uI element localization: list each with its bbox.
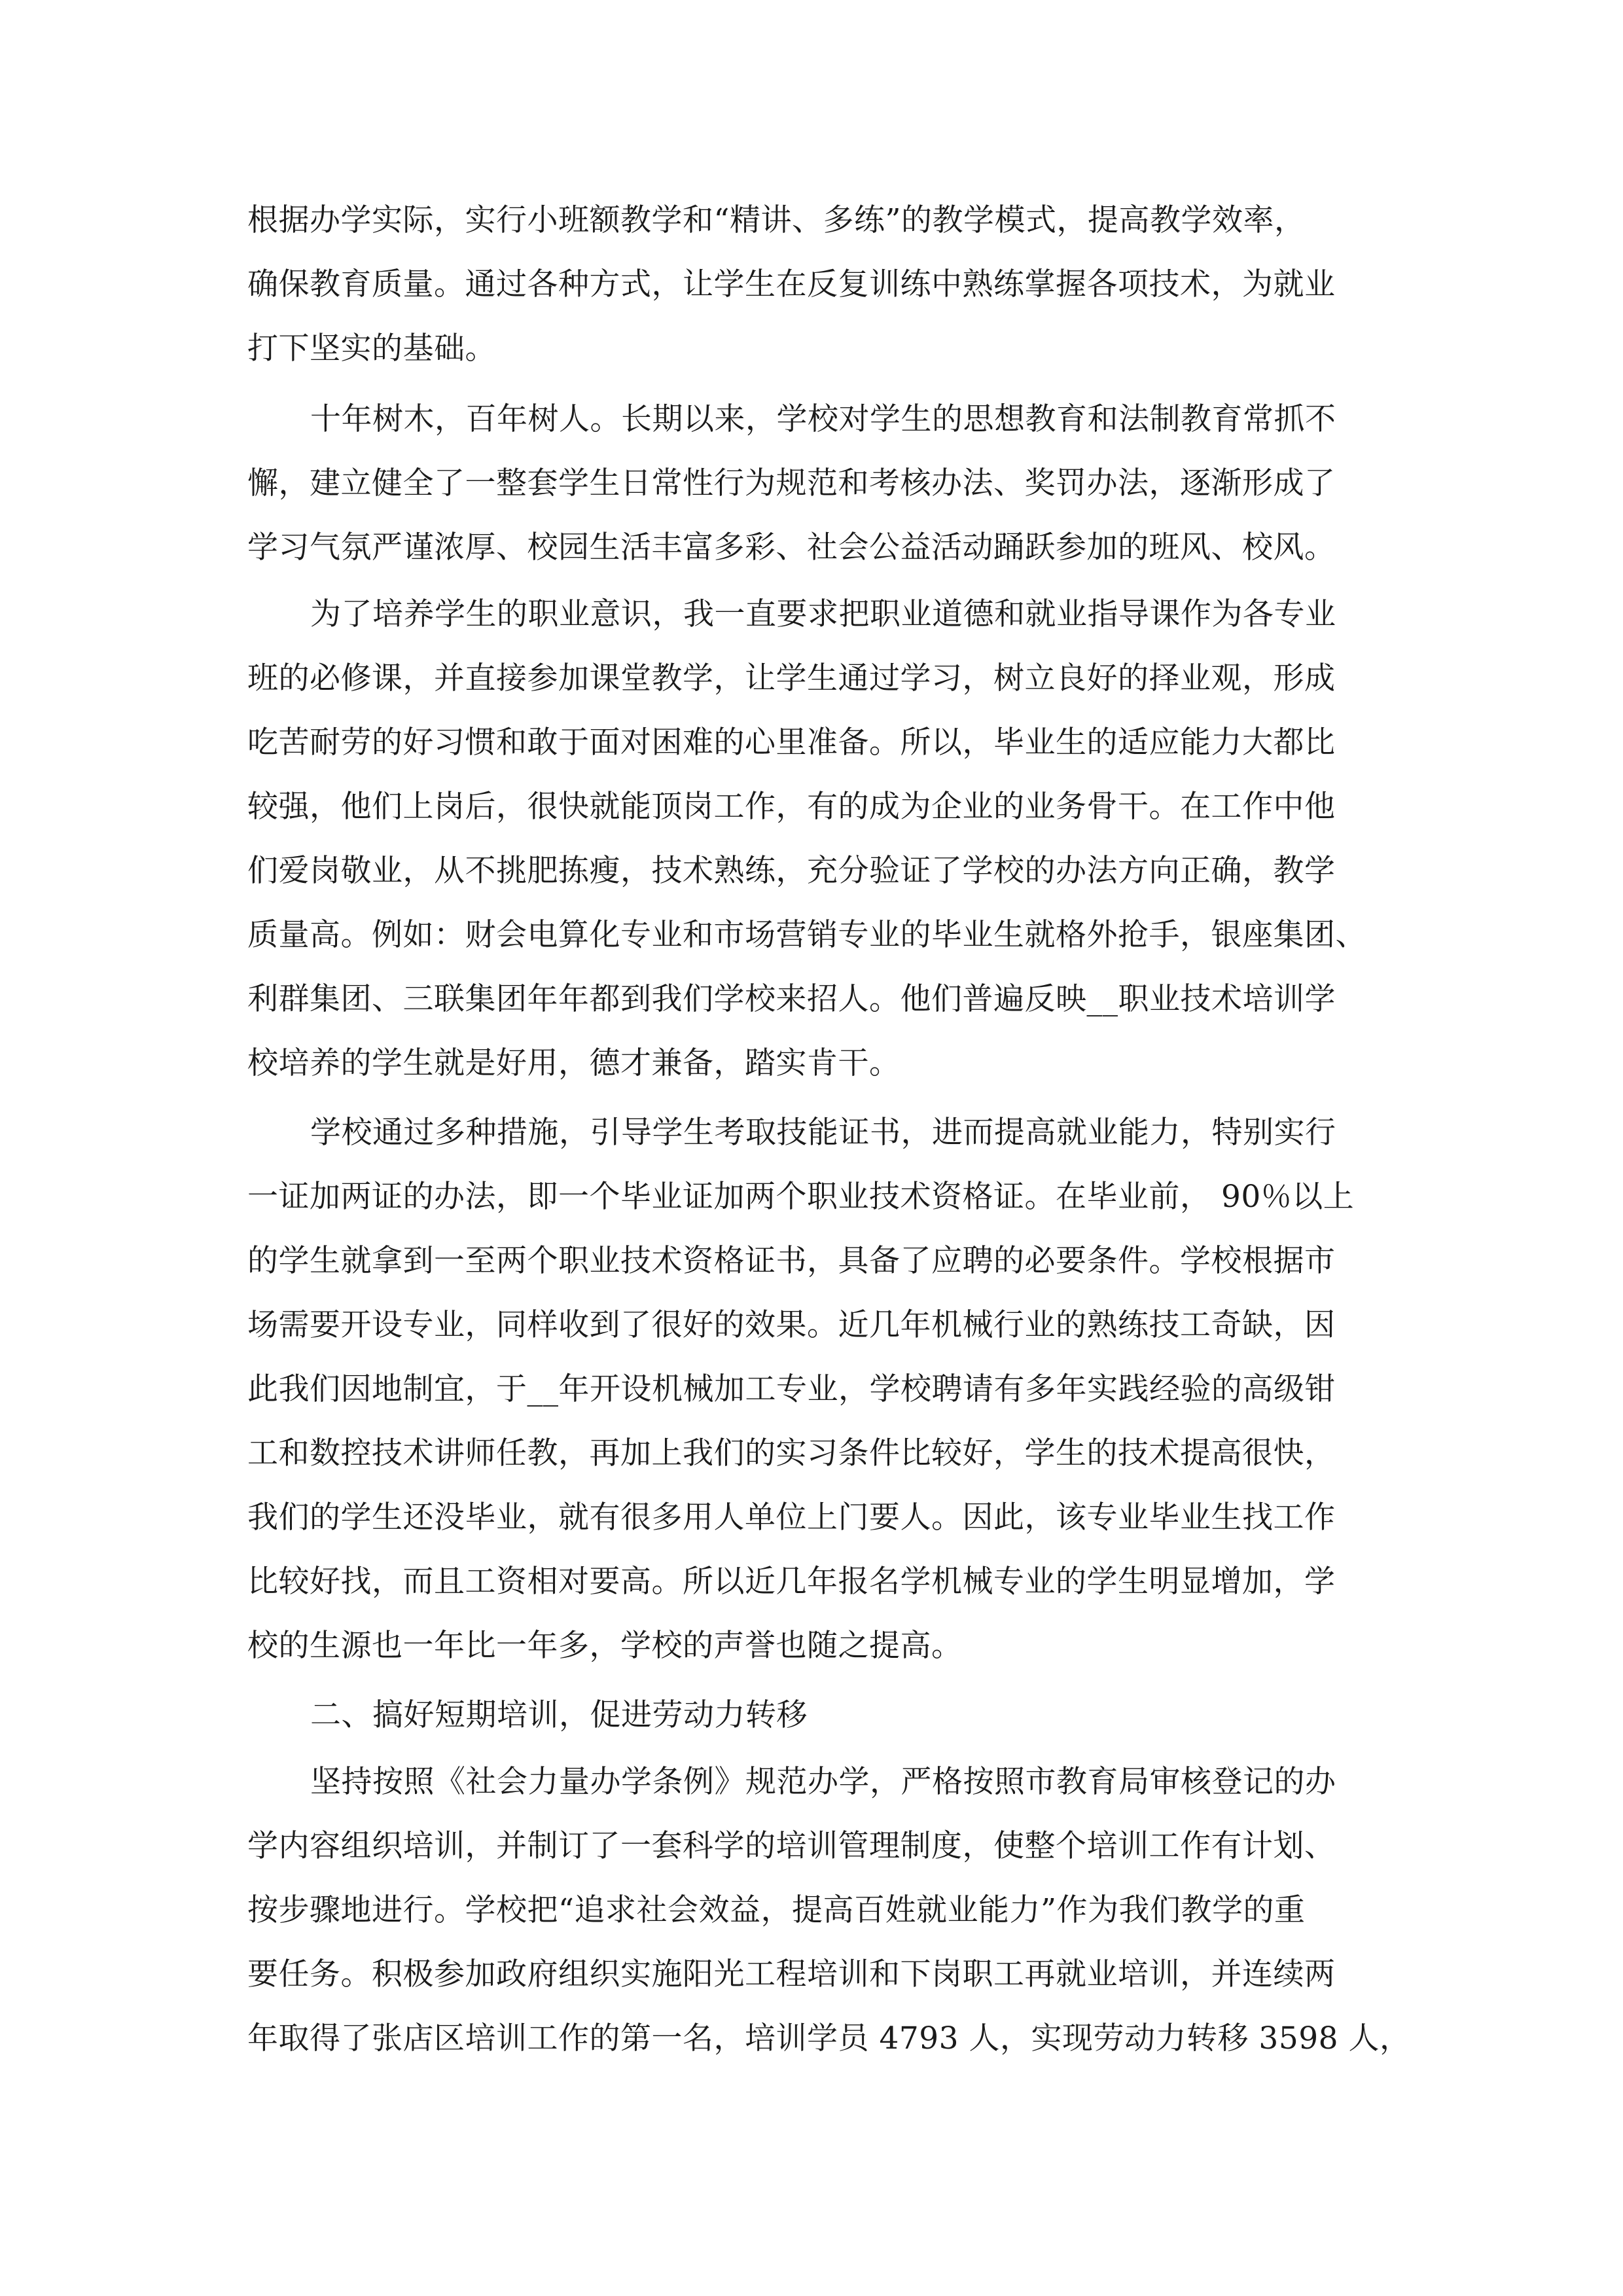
text-line: 一证加两证的办法，即一个毕业证加两个职业技术资格证。在毕业前， 90％以上 bbox=[247, 1179, 1355, 1215]
text-line: 为了培养学生的职业意识，我一直要求把职业道德和就业指导课作为各专业 bbox=[310, 596, 1336, 632]
text-line: 利群集团、三联集团年年都到我们学校来招人。他们普遍反映__职业技术培训学 bbox=[247, 981, 1336, 1017]
text-line: 工和数控技术讲师任教，再加上我们的实习条件比较好，学生的技术提高很快， bbox=[247, 1435, 1336, 1471]
text-line: 学校通过多种措施，引导学生考取技能证书，进而提高就业能力，特别实行 bbox=[310, 1115, 1336, 1151]
text-line: 根据办学实际，实行小班额教学和“精讲、多练”的教学模式，提高教学效率， bbox=[247, 202, 1306, 238]
text-line: 的学生就拿到一至两个职业技术资格证书，具备了应聘的必要条件。学校根据市 bbox=[247, 1243, 1336, 1279]
text-line: 质量高。例如：财会电算化专业和市场营销专业的毕业生就格外抢手，银座集团、 bbox=[247, 917, 1366, 953]
text-line: 此我们因地制宜，于__年开设机械加工专业，学校聘请有多年实践经验的高级钳 bbox=[247, 1371, 1336, 1407]
text-line: 比较好找，而且工资相对要高。所以近几年报名学机械专业的学生明显增加，学 bbox=[247, 1564, 1336, 1600]
text-line: 学习气氛严谨浓厚、校园生活丰富多彩、社会公益活动踊跃参加的班风、校风。 bbox=[247, 529, 1336, 565]
text-line: 坚持按照《社会力量办学条例》规范办学，严格按照市教育局审核登记的办 bbox=[310, 1764, 1336, 1800]
text-line: 我们的学生还没毕业，就有很多用人单位上门要人。因此，该专业毕业生找工作 bbox=[247, 1499, 1336, 1535]
text-line: 打下坚实的基础。 bbox=[247, 331, 496, 367]
text-line: 班的必修课，并直接参加课堂教学，让学生通过学习，树立良好的择业观，形成 bbox=[247, 660, 1336, 696]
text-line: 按步骤地进行。学校把“追求社会效益，提高百姓就业能力”作为我们教学的重 bbox=[247, 1892, 1306, 1928]
text-line: 学内容组织培训，并制订了一套科学的培训管理制度，使整个培训工作有计划、 bbox=[247, 1828, 1336, 1864]
text-line: 场需要开设专业，同样收到了很好的效果。近几年机械行业的熟练技工奇缺，因 bbox=[247, 1307, 1336, 1343]
text-line: 校培养的学生就是好用，德才兼备，踏实肯干。 bbox=[247, 1045, 901, 1081]
text-line: 十年树木，百年树人。长期以来，学校对学生的思想教育和法制教育常抓不 bbox=[310, 401, 1336, 437]
text-line: 年取得了张店区培训工作的第一名，培训学员 4793 人，实现劳动力转移 3598 人， bbox=[247, 2020, 1411, 2056]
text-line: 吃苦耐劳的好习惯和敢于面对困难的心里准备。所以，毕业生的适应能力大都比 bbox=[247, 725, 1336, 761]
text-line: 确保教育质量。通过各种方式，让学生在反复训练中熟练掌握各项技术，为就业 bbox=[247, 266, 1336, 302]
text-line: 要任务。积极参加政府组织实施阳光工程培训和下岗职工再就业培训，并连续两 bbox=[247, 1956, 1336, 1992]
text-line: 们爱岗敬业，从不挑肥拣瘦，技术熟练，充分验证了学校的办法方向正确，教学 bbox=[247, 853, 1336, 889]
text-line: 校的生源也一年比一年多，学校的声誉也随之提高。 bbox=[247, 1628, 963, 1664]
text-line: 较强，他们上岗后，很快就能顶岗工作，有的成为企业的业务骨干。在工作中他 bbox=[247, 789, 1336, 825]
text-line: 懈，建立健全了一整套学生日常性行为规范和考核办法、奖罚办法，逐渐形成了 bbox=[247, 465, 1336, 501]
section-heading: 二、搞好短期培训，促进劳动力转移 bbox=[310, 1697, 808, 1733]
